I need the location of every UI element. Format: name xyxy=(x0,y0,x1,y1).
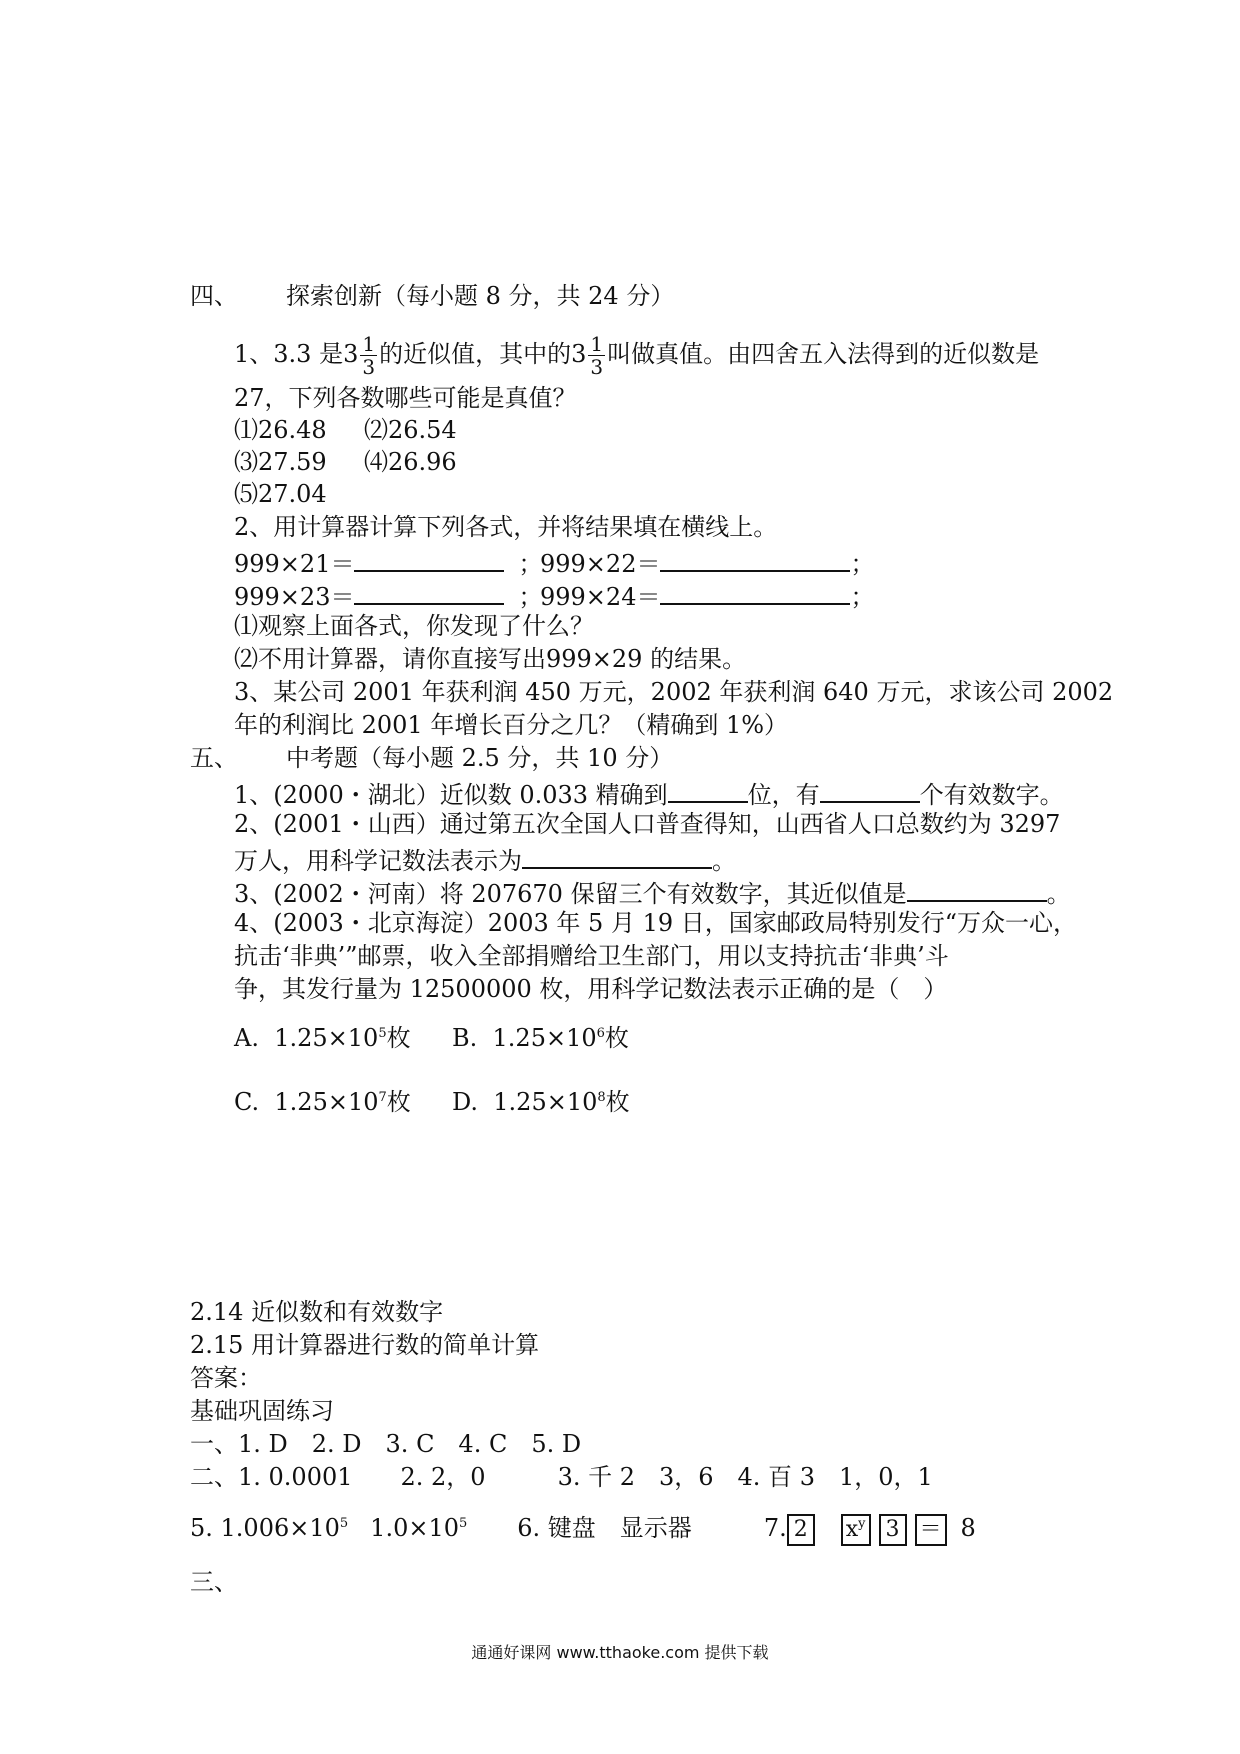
calc-key-2: 2 xyxy=(787,1514,815,1546)
answers-heading-2: 2.15 用计算器进行数的简单计算 xyxy=(190,1331,540,1359)
answers-heading-1: 2.14 近似数和有效数字 xyxy=(190,1298,444,1326)
calc-row-1: 999×21＝ ； xyxy=(234,544,542,580)
calc-key-power: $x^y$ xyxy=(841,1514,871,1546)
section-5-heading xyxy=(190,742,673,774)
calc-row-4: 999×24＝ ； xyxy=(540,577,874,613)
question-4-3-line2: 年的利润比 2001 年增长百分之几？（精确到 1%） xyxy=(234,711,789,739)
footer-source: 通通好课网 www.tthaoke.com 提供下载 xyxy=(471,1643,769,1662)
choice-a: A. $1.25\times 10^5$枚 xyxy=(234,1024,411,1052)
calc-key-equals: ＝ xyxy=(915,1514,947,1546)
answer-blank[interactable] xyxy=(354,577,504,605)
answers-row-1: 一、1. D 2. D 3. C 4. C 5. D xyxy=(190,1430,582,1458)
question-4-2-sub1: ⑴观察上面各式，你发现了什么？ xyxy=(234,612,594,640)
option-5: ⑸27.04 xyxy=(234,480,327,508)
mixed-number-2: 3 $\frac{1}{3}$ xyxy=(571,332,604,379)
choice-b: B. $1.25\times 10^6$枚 xyxy=(452,1024,629,1052)
section-4-title: 探索创新（每小题 8 分，共 24 分） xyxy=(286,282,675,310)
calc-row-3: 999×23＝ ； xyxy=(234,577,542,613)
answer-blank[interactable] xyxy=(660,544,850,572)
calc-row-2: 999×22＝ ； xyxy=(540,544,874,580)
section-4-number: 四、 xyxy=(190,282,238,310)
question-4-2-intro: 2、用计算器计算下列各式，并将结果填在横线上。 xyxy=(234,513,778,541)
section-4-heading xyxy=(190,280,674,312)
choice-c: C. $1.25\times 10^7$枚 xyxy=(234,1088,411,1116)
answer-blank[interactable] xyxy=(668,775,748,803)
question-4-2-sub2: ⑵不用计算器，请你直接写出999×29 的结果。 xyxy=(234,645,747,673)
answer-blank[interactable] xyxy=(522,841,712,869)
section-5-title: 中考题（每小题 2.5 分，共 10 分） xyxy=(286,744,674,772)
option-4: ⑷26.96 xyxy=(364,448,457,476)
answer-blank[interactable] xyxy=(907,874,1047,902)
answers-row-3: 5. $1.006\times 10^5$ $1.0\times 10^5$ 6. 键盘 显示器 7. 2 $x^y$ 3 ＝ 8 xyxy=(190,1512,976,1546)
calc-key-3: 3 xyxy=(879,1514,907,1546)
question-5-4-line3: 争，其发行量为 12500000 枚，用科学记数法表示正确的是（ ） xyxy=(234,975,948,1003)
question-4-3-line1: 3、某公司 2001 年获利润 450 万元，2002 年获利润 640 万元，求该公司 2002 xyxy=(234,678,1114,706)
option-2: ⑵26.54 xyxy=(364,416,457,444)
mixed-number-1: 3 $\frac{1}{3}$ xyxy=(343,332,376,379)
question-4-1-line2: 27，下列各数哪些可能是真值？ xyxy=(234,384,577,412)
answers-section-title: 基础巩固练习 xyxy=(190,1397,334,1425)
question-4-1-line1: 1、3.3 是3 $\frac{1}{3}$ 的近似值，其中的3 $\frac{1}{3}$ 叫做真值。由四舍五入法得到的近似数是 xyxy=(234,332,1040,379)
question-5-2-line2: 万人，用科学记数法表示为 。 xyxy=(234,841,736,877)
question-5-4-line2: 抗击‘非典’”邮票，收入全部捐赠给卫生部门，用以支持抗击‘非典’斗 xyxy=(234,942,949,970)
section-5-number: 五、 xyxy=(190,744,238,772)
question-5-1: 1、(2000・湖北）近似数 0.033 精确到 位，有 个有效数字。 xyxy=(234,775,1064,811)
answers-label: 答案： xyxy=(190,1364,262,1392)
answer-blank[interactable] xyxy=(354,544,504,572)
choice-d: D. $1.25\times 10^8$枚 xyxy=(452,1088,630,1116)
option-1: ⑴26.48 xyxy=(234,416,327,444)
question-5-4-line1: 4、(2003・北京海淀）2003 年 5 月 19 日，国家邮政局特别发行“万众一心， xyxy=(234,909,1078,937)
question-5-3: 3、(2002・河南）将 207670 保留三个有效数字，其近似值是 。 xyxy=(234,874,1071,910)
option-3: ⑶27.59 xyxy=(234,448,327,476)
answers-row-2: 二、1. 0.0001 2. 2，0 3. 千 2 3，6 4. 百 3 1，0，1 xyxy=(190,1463,933,1491)
answer-blank[interactable] xyxy=(820,775,920,803)
question-5-2-line1: 2、(2001・山西）通过第五次全国人口普查得知，山西省人口总数约为 3297 xyxy=(234,810,1061,838)
answer-blank[interactable] xyxy=(660,577,850,605)
answers-row-4: 三、 xyxy=(190,1568,238,1596)
